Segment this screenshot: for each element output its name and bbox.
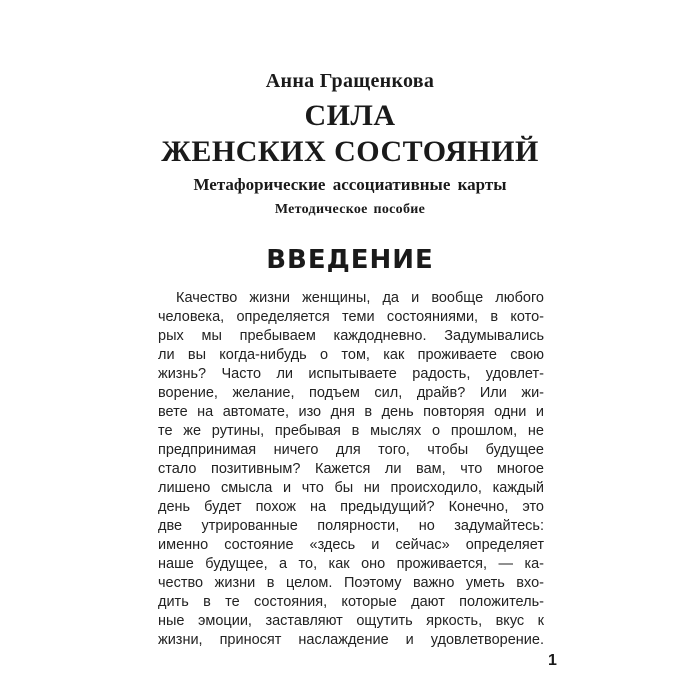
body-line: ворение, желание, подъем сил, драйв? Или жи- [158,385,544,401]
body-line: чество жизни в целом. Поэтому важно уметь вхо- [158,575,544,591]
body-line: две утрированные полярности, но задумайтесь: [158,518,544,534]
body-line: ные эмоции, заставляют ощутить яркость, вкус к [158,613,544,629]
body-line: человека, определяется теми состояниями, в кото- [158,309,544,325]
page-number: 1 [548,652,557,669]
book-title-line-1: СИЛА [304,99,396,132]
body-line: стало позитивным? Кажется ли вам, что многое [158,461,544,477]
body-line: наше будущее, а то, как оно проживается, — ка- [158,556,544,572]
author-name: Анна Гращенкова [265,70,435,92]
body-line: ли вы когда-нибудь о том, как проживаете свою [158,347,544,363]
book-title-line-2: ЖЕНСКИХ СОСТОЯНИЙ [161,135,539,168]
body-line: именно состояние «здесь и сейчас» определяет [158,537,544,553]
body-line: жизни, приносят наслаждение и удовлетворение. [158,632,544,648]
body-paragraph [158,289,544,650]
body-line: жизнь? Часто ли испытываете радость, удовлет- [158,366,544,382]
body-line: те же рутины, пребывая в мыслях о прошлом, не [158,423,544,439]
body-line: день будет похож на предыдущий? Конечно, это [158,499,544,515]
book-subtitle: Метафорические ассоциативные карты [193,175,507,194]
body-line: дить в те состояния, которые дают положитель- [158,594,544,610]
body-line: рых мы пребываем каждодневно. Задумывались [158,328,544,344]
body-line: предпринимая ничего для того, чтобы будущее [158,442,544,458]
book-subtitle-2: Методическое пособие [274,202,426,217]
section-heading: ВВЕДЕНИЕ [266,245,434,275]
body-line: вете на автомате, изо дня в день повторяя одни и [158,404,544,420]
body-line: Качество жизни женщины, да и вообще любого [176,290,544,306]
body-line: лишено смысла и что бы ни происходило, каждый [158,480,544,496]
